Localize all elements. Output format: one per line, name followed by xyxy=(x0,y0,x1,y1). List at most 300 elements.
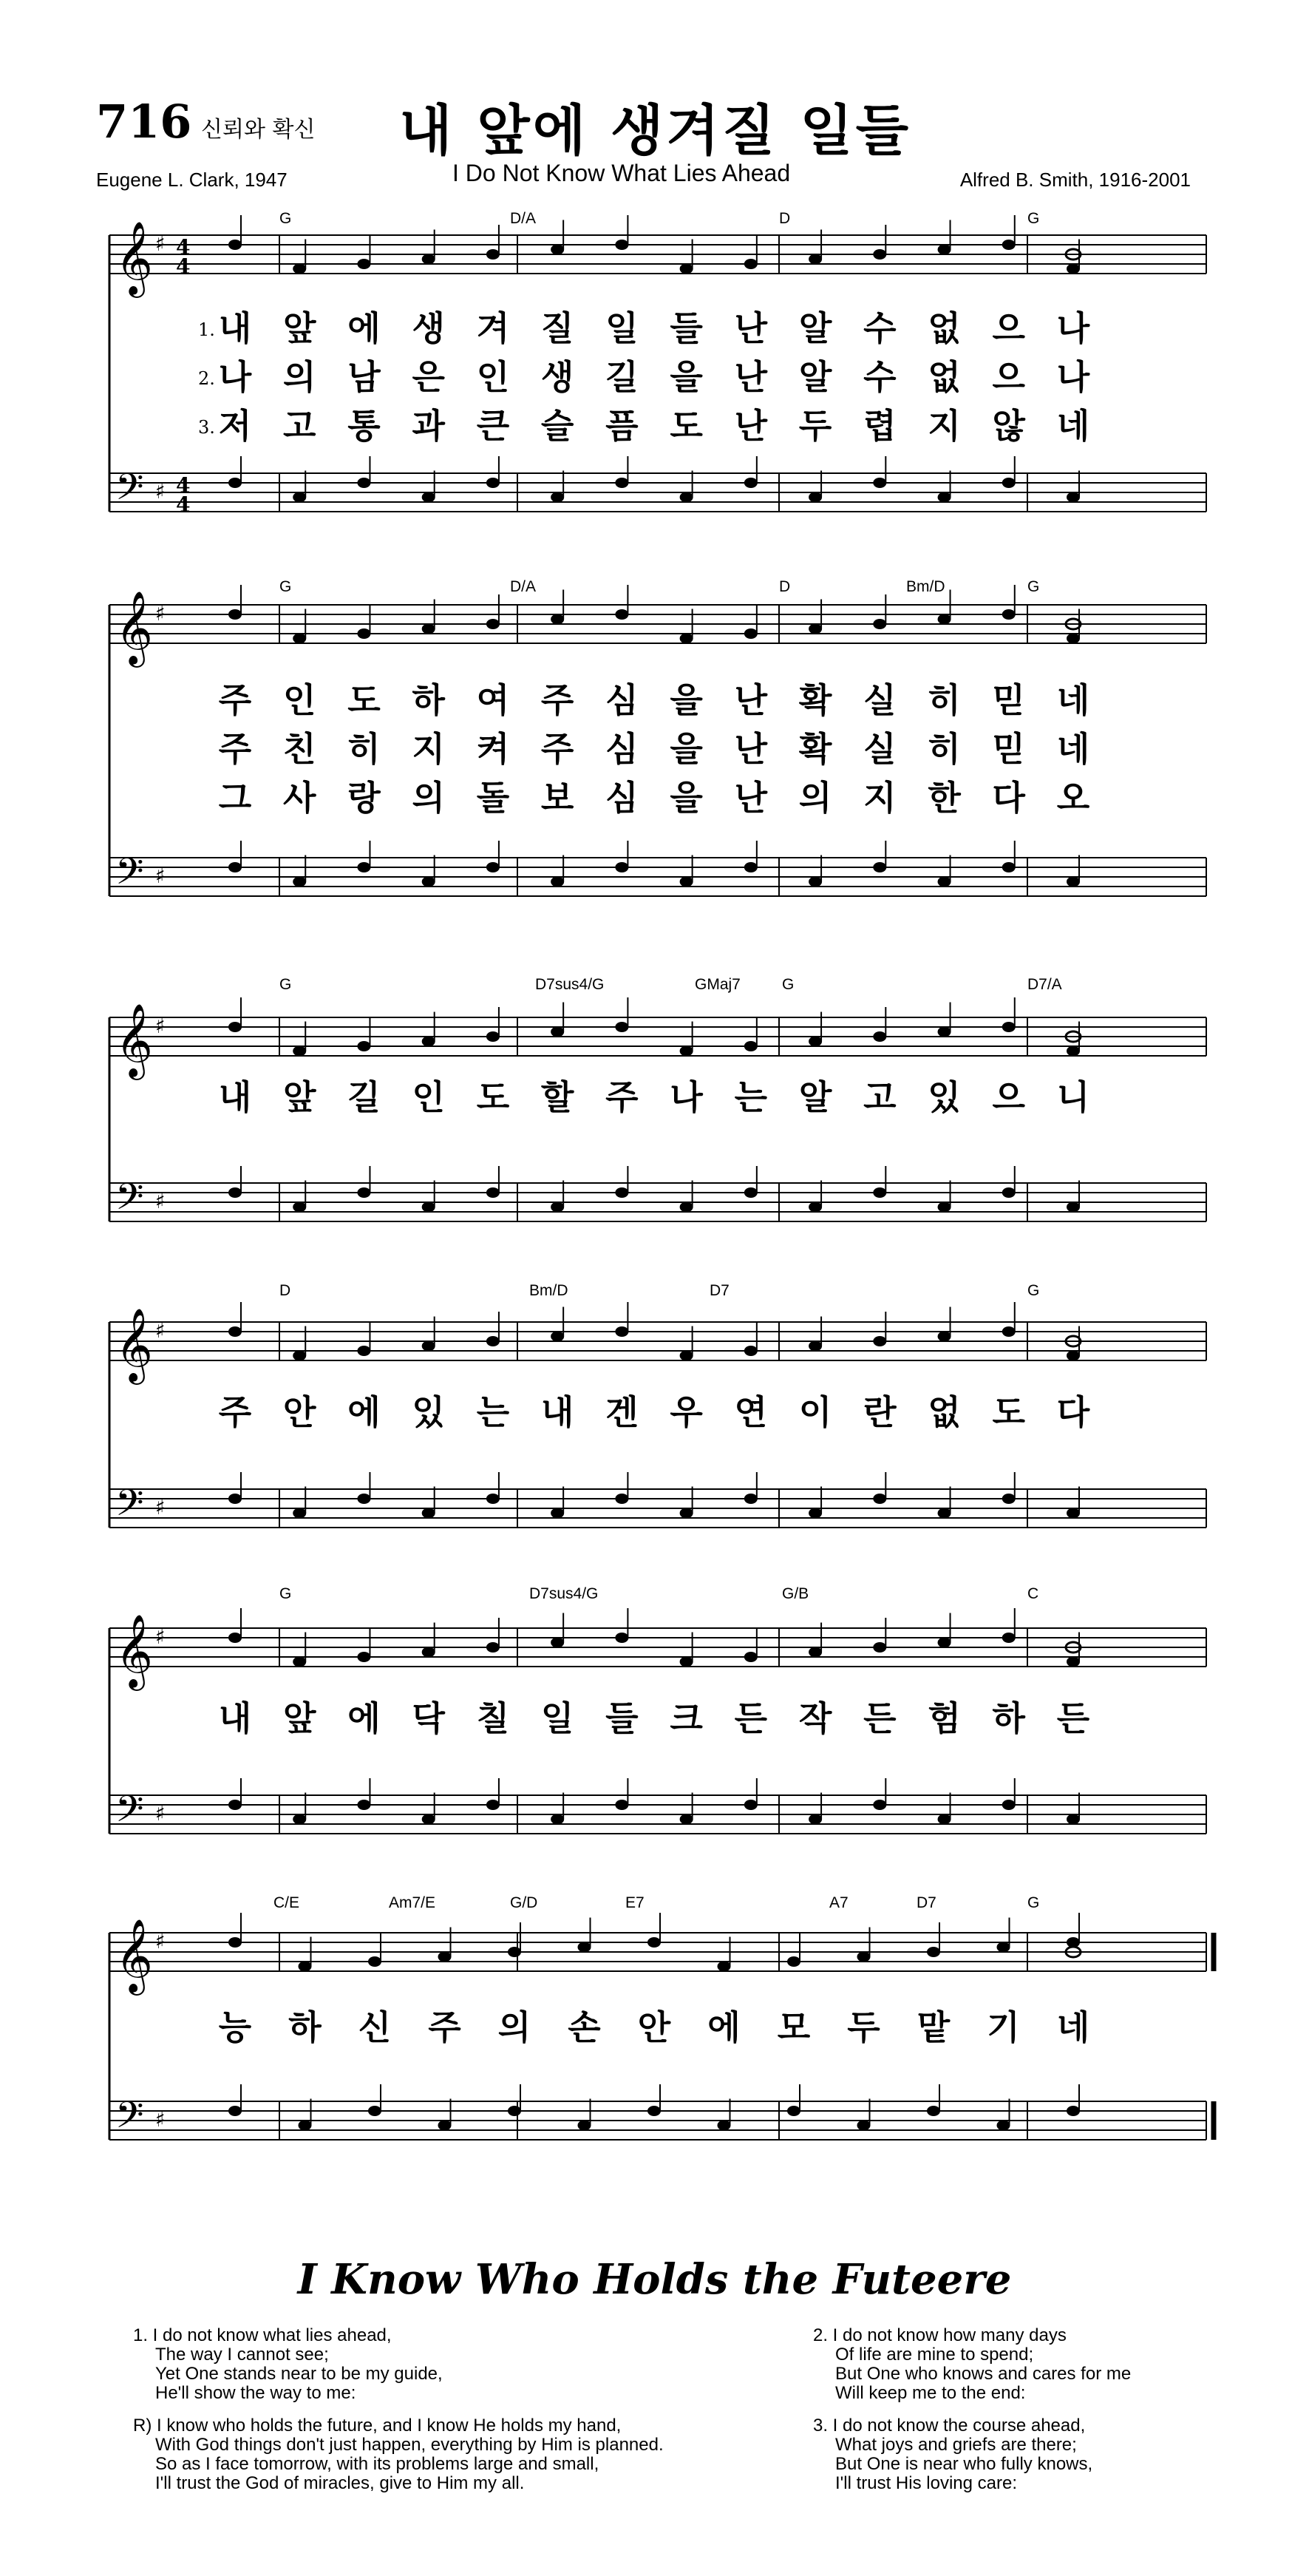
note-head xyxy=(1067,1657,1080,1667)
lyric-syllable: 있 xyxy=(412,1392,445,1432)
chord-symbol: G/D xyxy=(510,1894,538,1911)
bass-clef-icon: 𝄢 xyxy=(115,1788,144,1840)
note-head xyxy=(1002,1494,1016,1504)
lyric-syllable: 길 xyxy=(347,1077,381,1117)
lyric-syllable: 한 xyxy=(928,778,961,818)
lyric-syllable: 히 xyxy=(928,680,961,720)
lyric-syllable: 고 xyxy=(863,1077,897,1117)
english-line: 3. I do not know the course ahead, xyxy=(813,2416,1086,2436)
note-head xyxy=(718,2121,731,2131)
lyric-syllable: 여 xyxy=(476,680,510,720)
lyric-syllable: 오 xyxy=(1056,778,1090,818)
note-head xyxy=(938,1202,951,1213)
note-head xyxy=(1067,492,1080,503)
lyric-syllable: 험 xyxy=(928,1698,961,1738)
lyric-syllable: 은 xyxy=(412,357,445,397)
chord-symbol: G xyxy=(279,976,292,993)
lyric-syllable: 히 xyxy=(347,729,381,769)
note-head xyxy=(551,245,564,255)
note-head xyxy=(873,619,886,629)
lyric-syllable: 니 xyxy=(1056,1077,1090,1117)
lyric-syllable: 내 xyxy=(218,1077,252,1117)
note-head xyxy=(873,1494,886,1504)
note-head xyxy=(299,2121,312,2131)
lyric-syllable: 인 xyxy=(412,1077,445,1117)
note-head xyxy=(422,1037,435,1047)
note-head xyxy=(680,1351,693,1361)
lyric-syllable: 들 xyxy=(605,1698,639,1738)
lyric-syllable: 안 xyxy=(637,2007,671,2047)
lyric-syllable: 일 xyxy=(540,1698,574,1738)
lyric-syllable: 수 xyxy=(863,357,897,397)
note-head xyxy=(228,1187,242,1198)
note-head xyxy=(938,1027,951,1037)
lyric-syllable: 고 xyxy=(283,406,316,446)
note-head xyxy=(873,1031,886,1042)
note-head xyxy=(997,2121,1010,2131)
note-head xyxy=(927,2106,940,2116)
lyric-syllable: 도 xyxy=(992,1392,1025,1432)
lyric-syllable: 네 xyxy=(1056,406,1090,446)
note-head xyxy=(615,609,628,620)
note-head xyxy=(486,862,500,872)
note-head xyxy=(680,1046,693,1057)
note-head xyxy=(422,492,435,503)
note-head xyxy=(744,1494,758,1504)
lyric-syllable: 주 xyxy=(540,729,574,769)
lyric-syllable: 수 xyxy=(863,308,897,348)
note-head xyxy=(1002,1633,1016,1643)
note-head xyxy=(293,1814,306,1825)
lyric-syllable: 주 xyxy=(218,1392,252,1432)
note-head xyxy=(551,1332,564,1342)
hymn-title: 내 앞에 생겨질 일들 xyxy=(399,99,912,163)
lyric-syllable: 이 xyxy=(798,1392,832,1432)
note-head xyxy=(357,1652,370,1662)
note-head xyxy=(357,259,370,269)
lyric-syllable: 심 xyxy=(605,778,639,818)
lyric-syllable: 심 xyxy=(605,680,639,720)
lyric-syllable: 난 xyxy=(734,406,768,446)
note-head xyxy=(422,254,435,265)
note-head xyxy=(293,1046,306,1057)
english-line: With God things don't just happen, everything by Him is planned. xyxy=(155,2435,664,2455)
note-head xyxy=(486,1642,500,1653)
english-line: 2. I do not know how many days xyxy=(813,2325,1067,2345)
treble-clef-icon: 𝄞 xyxy=(115,1614,153,1688)
key-signature-sharp-icon: ♯ xyxy=(155,601,166,626)
lyric-syllable: 의 xyxy=(798,778,832,818)
lyric-syllable: 두 xyxy=(798,406,832,446)
lyric-syllable: 질 xyxy=(540,308,574,348)
note-head xyxy=(228,609,242,620)
hymn-number: 716 xyxy=(96,95,192,149)
note-head xyxy=(680,877,693,887)
note-head xyxy=(228,240,242,250)
note-head xyxy=(486,478,500,488)
english-line: The way I cannot see; xyxy=(155,2345,329,2365)
note-head xyxy=(293,492,306,503)
note-head xyxy=(438,2121,452,2131)
note-head xyxy=(1002,478,1016,488)
lyric-syllable: 인 xyxy=(476,357,510,397)
lyric-syllable: 의 xyxy=(283,357,316,397)
lyric-syllable: 지 xyxy=(412,729,445,769)
lyric-syllable: 겨 xyxy=(476,308,510,348)
chord-symbol: D xyxy=(779,578,791,595)
note-head xyxy=(744,1041,758,1051)
lyric-syllable: 알 xyxy=(798,308,832,348)
note-head xyxy=(938,1332,951,1342)
lyric-syllable: 도 xyxy=(670,406,703,446)
note-head xyxy=(228,1326,242,1337)
note-head xyxy=(422,1814,435,1825)
chord-symbol: E7 xyxy=(625,1894,645,1911)
key-signature-sharp-icon: ♯ xyxy=(155,1189,166,1213)
chord-symbol: G xyxy=(279,578,292,595)
lyric-syllable: 다 xyxy=(992,778,1025,818)
lyric-syllable: 주 xyxy=(540,680,574,720)
lyric-syllable: 다 xyxy=(1056,1392,1090,1432)
chord-symbol: D7sus4/G xyxy=(529,1585,599,1602)
chord-symbol: A7 xyxy=(829,1894,849,1911)
treble-clef-icon: 𝄞 xyxy=(115,591,153,665)
lyric-syllable: 내 xyxy=(218,1698,252,1738)
note-head xyxy=(357,1346,370,1356)
note-head xyxy=(508,1947,521,1957)
key-signature-sharp-icon: ♯ xyxy=(155,1624,166,1649)
english-subtitle: I Do Not Know What Lies Ahead xyxy=(452,160,791,186)
lyric-syllable: 는 xyxy=(734,1077,768,1117)
note-head xyxy=(744,862,758,872)
lyric-syllable: 과 xyxy=(412,406,445,446)
chord-symbol: D7 xyxy=(710,1282,730,1299)
chord-symbol: G xyxy=(1027,210,1040,227)
lyric-syllable: 보 xyxy=(540,778,574,818)
note-head xyxy=(787,1956,800,1967)
english-line: But One is near who fully knows, xyxy=(835,2454,1093,2474)
note-head xyxy=(578,1942,591,1953)
key-signature-sharp-icon: ♯ xyxy=(155,1495,166,1519)
verse-number: 1. xyxy=(198,319,215,340)
lyric-syllable: 알 xyxy=(798,357,832,397)
time-signature: 4 xyxy=(176,492,191,517)
note-head xyxy=(809,1814,822,1825)
lyric-syllable: 주 xyxy=(218,729,252,769)
lyric-syllable: 큰 xyxy=(476,406,510,446)
lyric-syllable: 든 xyxy=(1056,1698,1090,1738)
lyric-syllable: 네 xyxy=(1056,680,1090,720)
english-verse-3 xyxy=(813,2416,1092,2493)
note-head xyxy=(680,492,693,503)
note-head xyxy=(551,492,564,503)
lyric-syllable: 칠 xyxy=(476,1698,510,1738)
note-head xyxy=(744,1652,758,1662)
lyric-syllable: 모 xyxy=(777,2007,811,2047)
chord-symbol: D7sus4/G xyxy=(535,976,605,993)
note-head xyxy=(938,1814,951,1825)
english-line: Of life are mine to spend; xyxy=(835,2345,1034,2365)
lyric-syllable: 을 xyxy=(670,357,703,397)
note-head xyxy=(718,1962,731,1972)
note-head xyxy=(615,1633,628,1643)
composer-credit: Alfred B. Smith, 1916-2001 xyxy=(959,169,1191,191)
note-head xyxy=(551,1638,564,1648)
lyric-syllable: 주 xyxy=(218,680,252,720)
note-head xyxy=(938,245,951,255)
note-head xyxy=(809,877,822,887)
note-head xyxy=(873,862,886,872)
lyric-syllable: 든 xyxy=(734,1698,768,1738)
note-head xyxy=(809,624,822,634)
lyric-syllable: 나 xyxy=(1056,357,1090,397)
lyric-syllable: 생 xyxy=(540,357,574,397)
lyric-syllable: 일 xyxy=(605,308,639,348)
lyric-syllable: 슬 xyxy=(540,406,574,446)
lyric-syllable: 실 xyxy=(863,680,897,720)
key-signature-sharp-icon: ♯ xyxy=(155,479,166,504)
bass-clef-icon: 𝄢 xyxy=(115,2094,144,2146)
chord-symbol: D7/A xyxy=(1027,976,1062,993)
note-head xyxy=(744,259,758,269)
lyric-syllable: 도 xyxy=(476,1077,510,1117)
lyric-syllable: 맡 xyxy=(917,2007,951,2047)
chord-symbol: D xyxy=(279,1282,291,1299)
note-head xyxy=(927,1947,940,1957)
lyric-syllable: 우 xyxy=(670,1392,703,1432)
lyric-syllable: 있 xyxy=(928,1077,961,1117)
english-verse-2 xyxy=(813,2326,1131,2403)
lyric-syllable: 으 xyxy=(992,308,1025,348)
note-head xyxy=(293,1508,306,1519)
lyric-syllable: 믿 xyxy=(992,680,1025,720)
lyric-syllable: 에 xyxy=(707,2007,741,2047)
note-head xyxy=(873,1642,886,1653)
note-head xyxy=(357,1187,370,1198)
note-head xyxy=(997,1942,1010,1953)
lyric-syllable: 하 xyxy=(992,1698,1025,1738)
note-head xyxy=(615,1187,628,1198)
english-line: R) I know who holds the future, and I know He holds my hand, xyxy=(133,2416,622,2436)
lyric-syllable: 손 xyxy=(568,2007,601,2047)
note-head xyxy=(551,877,564,887)
lyric-syllable: 믿 xyxy=(992,729,1025,769)
english-refrain xyxy=(133,2416,664,2493)
note-head xyxy=(357,478,370,488)
english-line: I'll trust the God of miracles, give to Him my all. xyxy=(155,2473,525,2493)
time-signature: 4 xyxy=(176,473,191,498)
verse-number: 3. xyxy=(198,417,215,438)
note-head xyxy=(873,1187,886,1198)
chord-symbol: G xyxy=(1027,1894,1040,1911)
lyric-syllable: 내 xyxy=(218,308,252,348)
lyric-syllable: 닥 xyxy=(412,1698,445,1738)
note-head xyxy=(809,254,822,265)
lyric-syllable: 주 xyxy=(605,1077,639,1117)
note-head xyxy=(228,478,242,488)
lyric-syllable: 네 xyxy=(1056,729,1090,769)
note-head xyxy=(228,1633,242,1643)
note-head xyxy=(1002,609,1016,620)
note-head xyxy=(368,2106,381,2116)
lyric-syllable: 두 xyxy=(847,2007,880,2047)
lyric-syllable: 에 xyxy=(347,1698,381,1738)
lyric-syllable: 난 xyxy=(734,357,768,397)
note-head xyxy=(809,1037,822,1047)
lyric-syllable: 도 xyxy=(347,680,381,720)
note-head xyxy=(647,2106,661,2116)
key-signature-sharp-icon: ♯ xyxy=(155,1929,166,1953)
lyric-syllable: 연 xyxy=(734,1392,768,1432)
lyric-syllable: 사 xyxy=(283,778,316,818)
note-head xyxy=(578,2121,591,2131)
note-head xyxy=(680,1657,693,1667)
lyric-syllable: 생 xyxy=(412,308,445,348)
note-head xyxy=(422,877,435,887)
lyric-syllable: 안 xyxy=(283,1392,316,1432)
hymn-category: 신뢰와 확신 xyxy=(201,117,316,143)
lyric-syllable: 든 xyxy=(863,1698,897,1738)
lyric-syllable: 을 xyxy=(670,729,703,769)
note-head xyxy=(438,1952,452,1962)
note-head xyxy=(809,1202,822,1213)
chord-symbol: Bm/D xyxy=(906,578,945,595)
note-head xyxy=(680,1508,693,1519)
lyric-syllable: 나 xyxy=(218,357,252,397)
note-head xyxy=(357,1494,370,1504)
chord-symbol: GMaj7 xyxy=(695,976,741,993)
note-head xyxy=(938,877,951,887)
note-head xyxy=(486,249,500,260)
lyric-syllable: 지 xyxy=(863,778,897,818)
note-head xyxy=(615,862,628,872)
lyric-syllable: 없 xyxy=(928,308,961,348)
english-verse-1 xyxy=(133,2326,443,2403)
lyric-syllable: 알 xyxy=(798,1077,832,1117)
note-head xyxy=(680,634,693,644)
note-head xyxy=(938,1638,951,1648)
note-head xyxy=(809,1508,822,1519)
note-head xyxy=(357,1800,370,1810)
lyric-syllable: 의 xyxy=(497,2007,531,2047)
key-signature-sharp-icon: ♯ xyxy=(155,864,166,888)
english-line: He'll show the way to me: xyxy=(155,2383,356,2403)
note-head xyxy=(615,1022,628,1032)
note-head xyxy=(1002,240,1016,250)
note-head xyxy=(299,1962,312,1972)
note-head xyxy=(857,2121,871,2131)
chord-symbol: G xyxy=(1027,578,1040,595)
note-head xyxy=(857,1952,871,1962)
lyric-syllable: 하 xyxy=(288,2007,322,2047)
note-head xyxy=(938,614,951,625)
lyric-syllable: 작 xyxy=(798,1698,832,1738)
treble-clef-icon: 𝄞 xyxy=(115,1308,153,1382)
lyric-syllable: 하 xyxy=(412,680,445,720)
key-signature-sharp-icon: ♯ xyxy=(155,1014,166,1038)
lyric-syllable: 는 xyxy=(476,1392,510,1432)
note-head xyxy=(357,628,370,639)
lyric-syllable: 랑 xyxy=(347,778,381,818)
lyric-syllable: 인 xyxy=(283,680,316,720)
lyric-syllable: 신 xyxy=(358,2007,392,2047)
chord-symbol: Bm/D xyxy=(529,1282,568,1299)
note-head xyxy=(228,1800,242,1810)
note-head xyxy=(1002,1800,1016,1810)
lyric-syllable: 으 xyxy=(992,1077,1025,1117)
note-head xyxy=(508,2106,521,2116)
key-signature-sharp-icon: ♯ xyxy=(155,231,166,256)
lyric-syllable: 지 xyxy=(928,406,961,446)
lyric-syllable: 심 xyxy=(605,729,639,769)
note-head xyxy=(228,862,242,872)
bass-clef-icon: 𝄢 xyxy=(115,1176,144,1227)
chord-symbol: Am7/E xyxy=(389,1894,436,1911)
note-head xyxy=(293,1351,306,1361)
key-signature-sharp-icon: ♯ xyxy=(155,1318,166,1343)
note-head xyxy=(486,619,500,629)
lyric-syllable: 에 xyxy=(347,1392,381,1432)
bass-clef-icon: 𝄢 xyxy=(115,1482,144,1533)
note-head xyxy=(873,478,886,488)
note-head xyxy=(551,1202,564,1213)
lyric-syllable: 난 xyxy=(734,778,768,818)
chord-symbol: G/B xyxy=(782,1585,809,1602)
note-head xyxy=(873,1800,886,1810)
lyric-syllable: 나 xyxy=(1056,308,1090,348)
note-head xyxy=(486,1031,500,1042)
note-head xyxy=(1067,877,1080,887)
lyric-syllable: 네 xyxy=(1056,2007,1090,2047)
chord-symbol: G xyxy=(279,210,292,227)
time-signature: 4 xyxy=(176,254,191,279)
note-head xyxy=(551,1814,564,1825)
note-head xyxy=(1067,1814,1080,1825)
note-head xyxy=(486,1800,500,1810)
note-head xyxy=(615,478,628,488)
key-signature-sharp-icon: ♯ xyxy=(155,2107,166,2132)
note-head xyxy=(647,1937,661,1948)
lyric-syllable: 에 xyxy=(347,308,381,348)
note-head xyxy=(1067,1202,1080,1213)
note-head xyxy=(1002,862,1016,872)
note-head xyxy=(228,2106,242,2116)
lyric-syllable: 난 xyxy=(734,680,768,720)
key-signature-sharp-icon: ♯ xyxy=(155,1801,166,1826)
note-head xyxy=(357,862,370,872)
treble-clef-icon: 𝄞 xyxy=(115,1919,153,1993)
lyric-syllable: 확 xyxy=(798,680,832,720)
lyric-syllable: 앞 xyxy=(283,1698,316,1738)
note-head xyxy=(938,1508,951,1519)
note-head xyxy=(809,1341,822,1352)
verse-number: 2. xyxy=(198,368,215,389)
note-head xyxy=(228,1494,242,1504)
note-head xyxy=(1002,1187,1016,1198)
chord-symbol: G xyxy=(782,976,795,993)
lyric-syllable: 앞 xyxy=(283,308,316,348)
note-head xyxy=(1067,634,1080,644)
note-head xyxy=(680,1814,693,1825)
lyric-syllable: 크 xyxy=(670,1698,703,1738)
lyric-syllable: 히 xyxy=(928,729,961,769)
note-head xyxy=(357,1041,370,1051)
note-head xyxy=(293,1202,306,1213)
chord-symbol: D xyxy=(779,210,791,227)
bass-clef-icon: 𝄢 xyxy=(115,466,144,518)
lyric-syllable: 친 xyxy=(283,729,316,769)
note-head xyxy=(680,1202,693,1213)
